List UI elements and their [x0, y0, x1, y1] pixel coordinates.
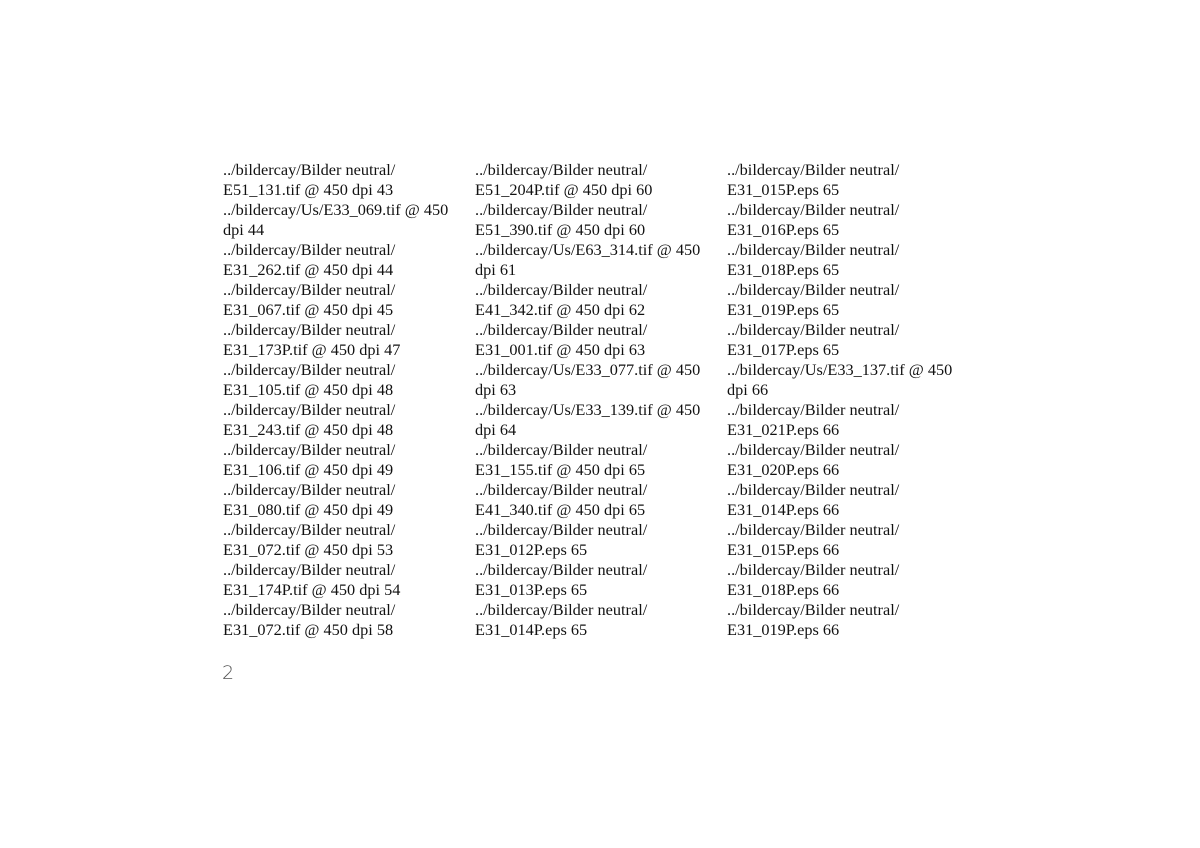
index-entry [727, 560, 979, 600]
index-entry [475, 560, 727, 600]
index-entry [223, 200, 475, 240]
entry-path: ../bildercay/Bilder neutral/ [223, 400, 396, 419]
entry-path: ../bildercay/Bilder neutral/ [475, 520, 648, 539]
entry-file-reference: E31_018P.eps 65 [727, 260, 840, 279]
entry-file-reference: E41_342.tif @ 450 dpi 62 [475, 300, 646, 319]
entry-file-reference: dpi 61 [475, 260, 517, 279]
entry-file-reference: E31_021P.eps 66 [727, 420, 840, 439]
page-number: 2 [222, 662, 235, 684]
entry-path: ../bildercay/Bilder neutral/ [727, 240, 900, 259]
entry-file-reference: E31_014P.eps 66 [727, 500, 840, 519]
entry-path: ../bildercay/Bilder neutral/ [727, 320, 900, 339]
entry-file-reference: E31_072.tif @ 450 dpi 58 [223, 620, 394, 639]
entry-file-reference: E31_072.tif @ 450 dpi 53 [223, 540, 394, 559]
entry-path: ../bildercay/Bilder neutral/ [223, 320, 396, 339]
entry-file-reference: E31_080.tif @ 450 dpi 49 [223, 500, 394, 519]
index-entry [727, 440, 979, 480]
entry-file-reference: E51_390.tif @ 450 dpi 60 [475, 220, 646, 239]
entry-file-reference: E31_155.tif @ 450 dpi 65 [475, 460, 646, 479]
entry-file-reference: E31_019P.eps 66 [727, 620, 840, 639]
entry-path: ../bildercay/Bilder neutral/ [475, 320, 648, 339]
entry-path: ../bildercay/Bilder neutral/ [727, 560, 900, 579]
index-entry [223, 240, 475, 280]
entry-path: ../bildercay/Bilder neutral/ [223, 560, 396, 579]
entry-file-reference: dpi 44 [223, 220, 265, 239]
index-entry [223, 360, 475, 400]
entry-path: ../bildercay/Us/E63_314.tif @ 450 [475, 240, 701, 259]
index-entry [475, 600, 727, 640]
index-entry [475, 160, 727, 200]
index-entry [223, 160, 475, 200]
index-entry [475, 360, 727, 400]
entry-file-reference: dpi 66 [727, 380, 769, 399]
entry-path: ../bildercay/Us/E33_139.tif @ 450 [475, 400, 701, 419]
entry-file-reference: E31_174P.tif @ 450 dpi 54 [223, 580, 401, 599]
entry-file-reference: dpi 64 [475, 420, 517, 439]
index-column-1 [223, 160, 475, 640]
index-entry [223, 440, 475, 480]
entry-file-reference: E51_204P.tif @ 450 dpi 60 [475, 180, 653, 199]
index-entry [727, 360, 979, 400]
index-entry [475, 440, 727, 480]
entry-path: ../bildercay/Bilder neutral/ [223, 360, 396, 379]
index-entry [475, 400, 727, 440]
entry-path: ../bildercay/Bilder neutral/ [223, 280, 396, 299]
index-columns [223, 160, 979, 640]
entry-path: ../bildercay/Bilder neutral/ [223, 440, 396, 459]
index-entry [475, 480, 727, 520]
index-column-3 [727, 160, 979, 640]
entry-file-reference: E31_262.tif @ 450 dpi 44 [223, 260, 394, 279]
entry-file-reference: E31_015P.eps 65 [727, 180, 840, 199]
entry-file-reference: E31_019P.eps 65 [727, 300, 840, 319]
index-entry [727, 280, 979, 320]
entry-path: ../bildercay/Bilder neutral/ [727, 280, 900, 299]
entry-path: ../bildercay/Bilder neutral/ [475, 480, 648, 499]
entry-path: ../bildercay/Bilder neutral/ [727, 200, 900, 219]
entry-path: ../bildercay/Bilder neutral/ [475, 160, 648, 179]
index-entry [727, 160, 979, 200]
entry-file-reference: E31_016P.eps 65 [727, 220, 840, 239]
index-entry [727, 200, 979, 240]
entry-path: ../bildercay/Bilder neutral/ [727, 600, 900, 619]
index-entry [727, 520, 979, 560]
entry-file-reference: E31_017P.eps 65 [727, 340, 840, 359]
entry-path: ../bildercay/Bilder neutral/ [223, 600, 396, 619]
entry-path: ../bildercay/Bilder neutral/ [475, 440, 648, 459]
index-entry [727, 480, 979, 520]
index-entry [223, 400, 475, 440]
entry-path: ../bildercay/Bilder neutral/ [475, 600, 648, 619]
entry-path: ../bildercay/Us/E33_069.tif @ 450 [223, 200, 449, 219]
entry-file-reference: E31_105.tif @ 450 dpi 48 [223, 380, 394, 399]
entry-path: ../bildercay/Bilder neutral/ [727, 400, 900, 419]
entry-path: ../bildercay/Bilder neutral/ [727, 160, 900, 179]
entry-file-reference: dpi 63 [475, 380, 517, 399]
entry-path: ../bildercay/Us/E33_137.tif @ 450 [727, 360, 953, 379]
entry-path: ../bildercay/Bilder neutral/ [223, 480, 396, 499]
index-entry [223, 320, 475, 360]
index-entry [727, 400, 979, 440]
entry-file-reference: E31_020P.eps 66 [727, 460, 840, 479]
index-entry [475, 520, 727, 560]
entry-file-reference: E31_106.tif @ 450 dpi 49 [223, 460, 394, 479]
index-entry [223, 600, 475, 640]
index-entry [727, 240, 979, 280]
entry-file-reference: E31_014P.eps 65 [475, 620, 588, 639]
entry-file-reference: E31_013P.eps 65 [475, 580, 588, 599]
entry-file-reference: E31_001.tif @ 450 dpi 63 [475, 340, 646, 359]
index-entry [223, 280, 475, 320]
entry-file-reference: E51_131.tif @ 450 dpi 43 [223, 180, 394, 199]
entry-path: ../bildercay/Bilder neutral/ [727, 480, 900, 499]
index-entry [475, 240, 727, 280]
entry-path: ../bildercay/Bilder neutral/ [475, 280, 648, 299]
entry-path: ../bildercay/Bilder neutral/ [727, 520, 900, 539]
entry-path: ../bildercay/Us/E33_077.tif @ 450 [475, 360, 701, 379]
index-entry [475, 200, 727, 240]
entry-file-reference: E41_340.tif @ 450 dpi 65 [475, 500, 646, 519]
entry-file-reference: E31_067.tif @ 450 dpi 45 [223, 300, 394, 319]
index-entry [475, 320, 727, 360]
index-entry [223, 560, 475, 600]
entry-path: ../bildercay/Bilder neutral/ [223, 240, 396, 259]
entry-path: ../bildercay/Bilder neutral/ [475, 200, 648, 219]
entry-file-reference: E31_012P.eps 65 [475, 540, 588, 559]
entry-path: ../bildercay/Bilder neutral/ [223, 520, 396, 539]
index-column-2 [475, 160, 727, 640]
entry-path: ../bildercay/Bilder neutral/ [727, 440, 900, 459]
index-entry [727, 600, 979, 640]
entry-file-reference: E31_173P.tif @ 450 dpi 47 [223, 340, 401, 359]
index-entry [727, 320, 979, 360]
entry-path: ../bildercay/Bilder neutral/ [475, 560, 648, 579]
index-entry [223, 520, 475, 560]
entry-file-reference: E31_243.tif @ 450 dpi 48 [223, 420, 394, 439]
entry-file-reference: E31_015P.eps 66 [727, 540, 840, 559]
entry-file-reference: E31_018P.eps 66 [727, 580, 840, 599]
index-entry [223, 480, 475, 520]
index-entry [475, 280, 727, 320]
entry-path: ../bildercay/Bilder neutral/ [223, 160, 396, 179]
